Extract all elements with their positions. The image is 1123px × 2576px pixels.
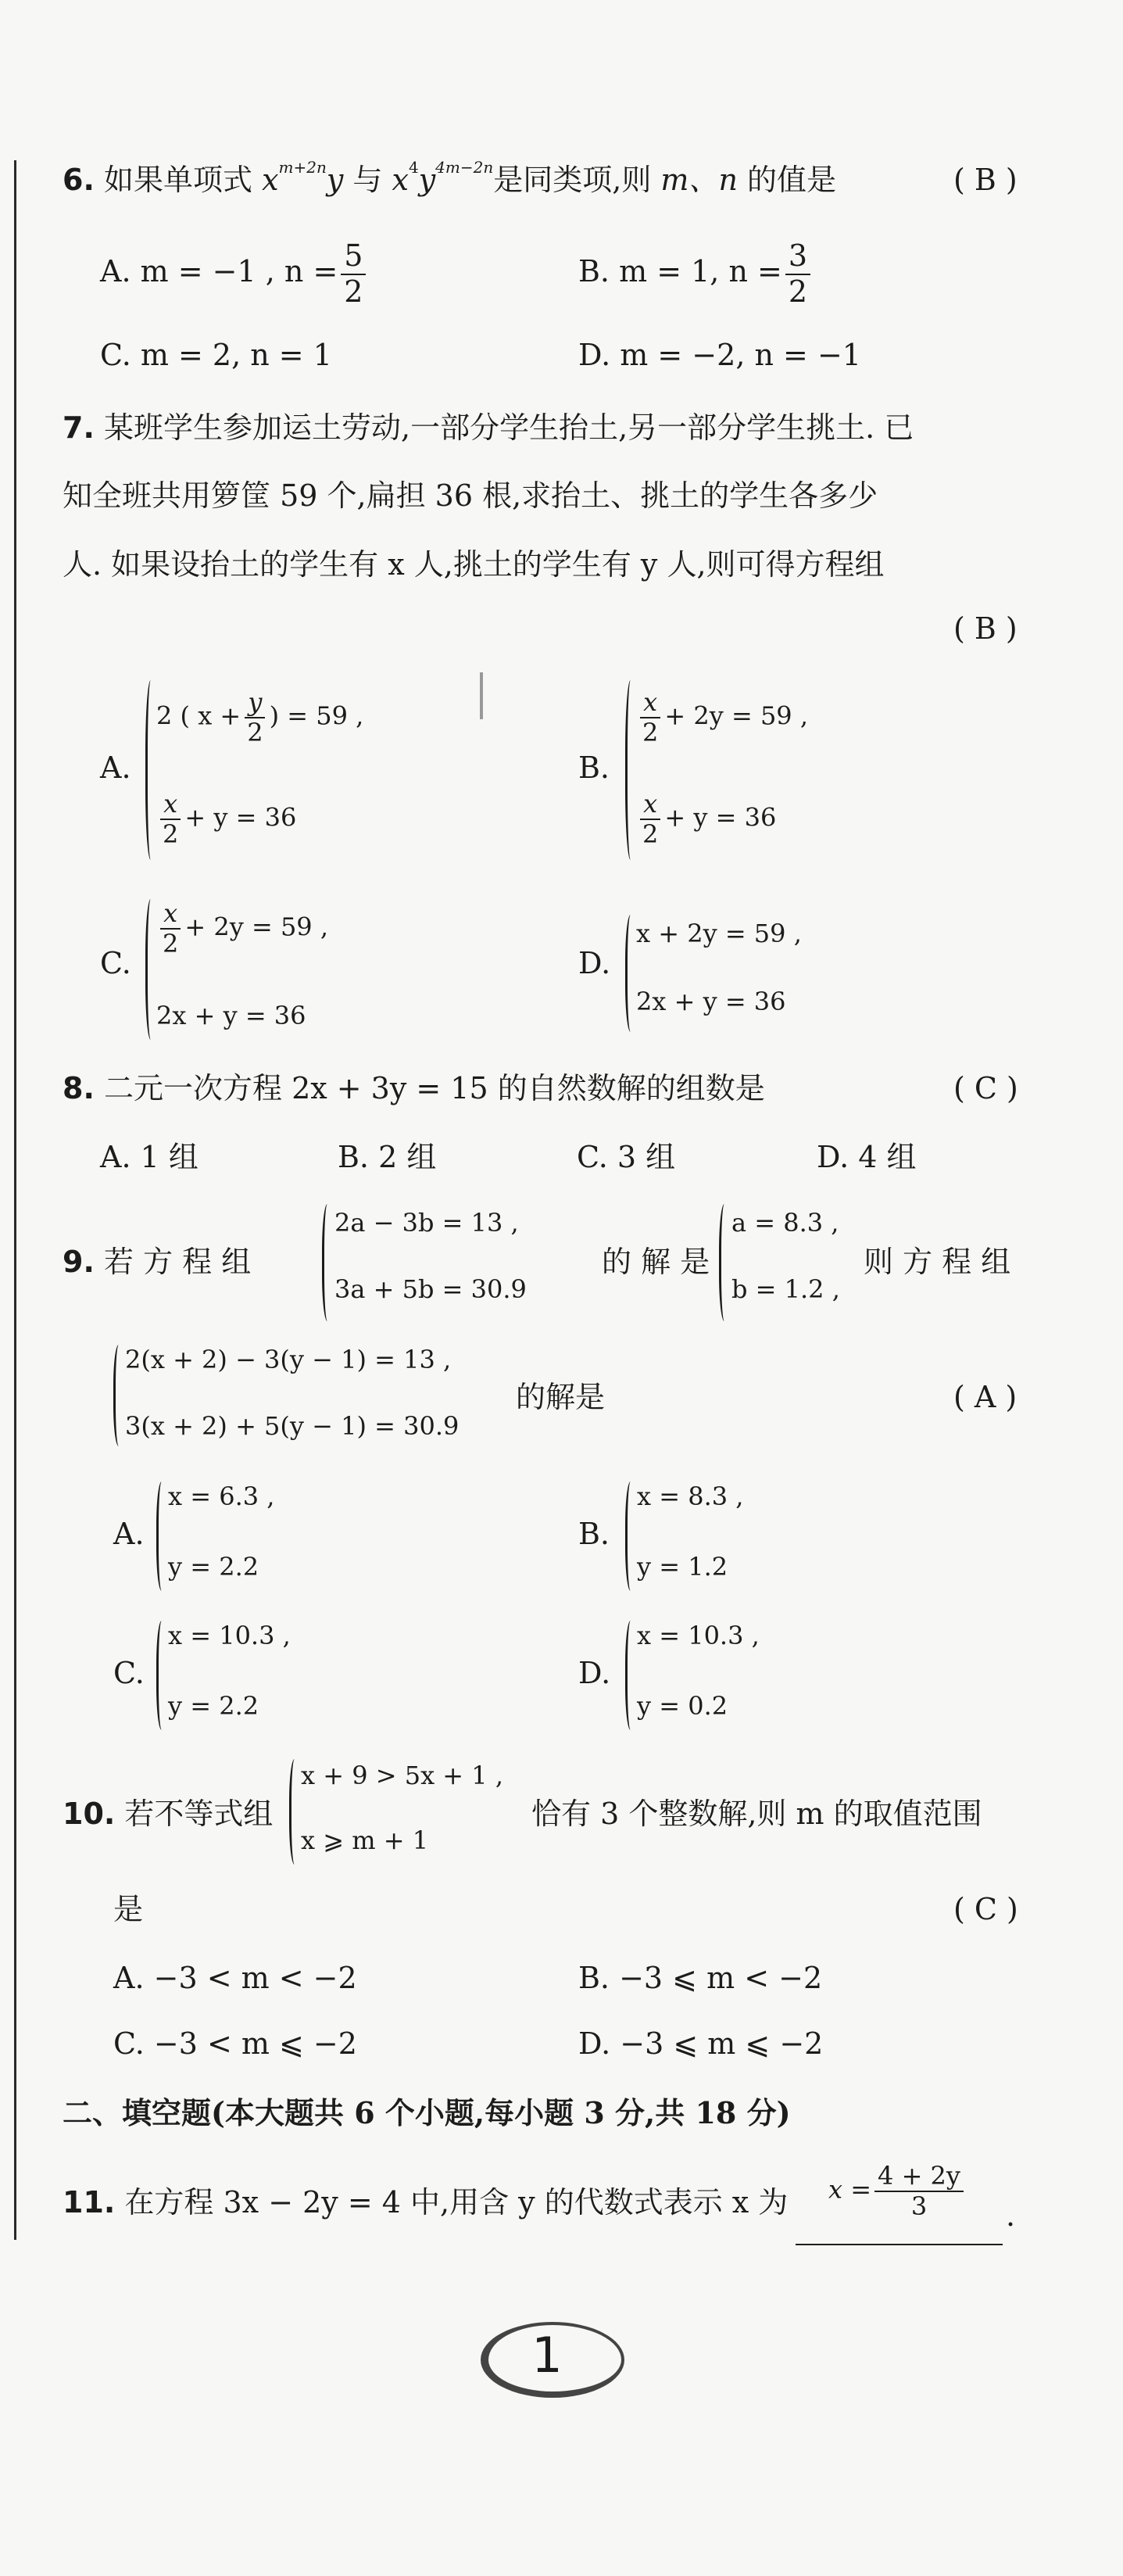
q7-option-b-label: B. (578, 751, 610, 785)
stem-text: 在方程 3x − 2y = 4 中,用含 y 的代数式表示 x 为 (124, 2185, 789, 2220)
q6-option-c: C. m = 2, n = 1 (100, 338, 332, 372)
question-7-line2: 知全班共用箩筐 59 个,扁担 36 根,求抬土、挑土的学生各多少 (63, 478, 878, 513)
denominator: 2 (344, 274, 363, 309)
denominator: 3 (910, 2191, 928, 2221)
question-number: 6. (63, 163, 95, 197)
question-7-line1 (63, 410, 914, 446)
q7b-eq2 (636, 790, 776, 849)
q8-option-b: B. 2 组 (338, 1140, 437, 1174)
eq-text: ) = 59 , (269, 700, 364, 731)
fraction (341, 239, 366, 309)
q9b-eq1: x = 8.3 , (637, 1481, 744, 1511)
question-number: 7. (63, 410, 95, 445)
denominator: 2 (163, 928, 179, 958)
denominator: 2 (642, 717, 659, 747)
question-8-answer: ( C ) (953, 1071, 1018, 1105)
q9-sol-eq1: a = 8.3 , (731, 1208, 839, 1238)
q9-option-d-label: D. (578, 1656, 611, 1690)
q9-option-c-label: C. (113, 1656, 145, 1690)
q10-option-b: B. −3 ⩽ m < −2 (578, 1961, 823, 1995)
numerator: 5 (341, 239, 366, 275)
q7-option-c-label: C. (100, 946, 131, 980)
stem-text: 若不等式组 (124, 1797, 274, 1831)
numerator: x (643, 687, 658, 717)
eq-text: + 2y = 59 , (184, 912, 328, 942)
stem-text: 与 (352, 163, 383, 197)
question-7-answer: ( B ) (953, 611, 1017, 646)
q10-option-d: D. −3 ⩽ m ⩽ −2 (578, 2026, 824, 2061)
q7a-eq2 (156, 790, 296, 849)
numerator: 4 + 2y (874, 2162, 964, 2192)
exponent: 4 (408, 158, 419, 177)
q10-line2: 是 (113, 1892, 144, 1926)
fraction (874, 2162, 964, 2221)
question-number: 8. (63, 1071, 95, 1105)
q8-option-c: C. 3 组 (577, 1140, 676, 1174)
stem-text: 某班学生参加运土劳动,一部分学生抬土,另一部分学生挑土. 已 (103, 410, 914, 445)
math-var: y (326, 163, 344, 197)
q9a-eq2: y = 2.2 (168, 1552, 259, 1582)
denominator: 2 (247, 717, 263, 747)
q9b-eq2: y = 1.2 (637, 1552, 728, 1582)
q7d-eq1: x + 2y = 59 , (636, 919, 802, 948)
section-title: 二、填空题 (63, 2095, 212, 2130)
q9c-eq2: y = 2.2 (168, 1691, 259, 1721)
stem-text: 若 方 程 组 (103, 1245, 252, 1279)
eq-text: 2 ( x + (156, 700, 241, 731)
brace (719, 1204, 732, 1321)
q6-option-d: D. m = −2, n = −1 (578, 338, 861, 372)
stem-text: 的值是 (747, 163, 837, 197)
eq-text: + y = 36 (664, 802, 777, 833)
question-number: 10. (63, 1797, 116, 1831)
fraction (639, 688, 661, 747)
q7c-eq2: 2x + y = 36 (156, 1001, 306, 1030)
q10-option-c: C. −3 < m ⩽ −2 (113, 2026, 357, 2061)
scan-mark (480, 672, 483, 719)
q9d-eq2: y = 0.2 (637, 1691, 728, 1721)
q7c-eq1 (156, 899, 328, 958)
q7-option-a-label: A. (100, 751, 131, 785)
q10-eq1: x + 9 > 5x + 1 , (301, 1761, 503, 1790)
q8-option-a: A. 1 组 (100, 1140, 198, 1174)
question-6-answer: ( B ) (953, 163, 1017, 197)
numerator: y (248, 687, 263, 717)
question-number: 9. (63, 1245, 95, 1279)
denominator: 2 (642, 819, 659, 849)
question-6-stem (63, 158, 837, 199)
q11-end: . (1006, 2198, 1016, 2233)
q7-option-d-label: D. (578, 946, 611, 980)
fraction (244, 688, 266, 747)
denominator: 2 (788, 274, 808, 309)
q9-sys1-eq2: 3a + 5b = 30.9 (334, 1274, 527, 1304)
numerator: x (163, 898, 178, 928)
question-7-line3: 人. 如果设抬土的学生有 x 人,挑土的学生有 y 人,则可得方程组 (63, 547, 885, 582)
denominator: 2 (163, 819, 179, 849)
math-var: x (392, 163, 409, 197)
stem-text: 二元一次方程 2x + 3y = 15 的自然数解的组数是 (103, 1071, 765, 1105)
q9d-eq1: x = 10.3 , (637, 1621, 760, 1650)
fraction (159, 790, 181, 849)
exponent: 4m−2n (435, 158, 494, 177)
option-text: A. m = −1 , n = (100, 254, 338, 289)
fraction (159, 899, 181, 958)
question-10-answer: ( C ) (953, 1892, 1018, 1926)
q9-option-b-label: B. (578, 1517, 610, 1551)
fraction (639, 790, 661, 849)
page-number-badge (473, 2314, 621, 2400)
q9-sys2-eq1: 2(x + 2) − 3(y − 1) = 13 , (125, 1345, 452, 1374)
eq-text: + 2y = 59 , (664, 700, 808, 731)
numerator: x (163, 789, 178, 819)
math-var: x (262, 163, 279, 197)
exponent: m+2n (278, 158, 327, 177)
q10-eq2: x ⩾ m + 1 (301, 1825, 429, 1855)
q6-option-b (578, 239, 814, 309)
q6-option-a (100, 239, 369, 309)
answer-var: x = (828, 2174, 872, 2205)
brace (322, 1204, 335, 1321)
page-number: 1 (531, 2327, 563, 2384)
question-8-stem (63, 1071, 765, 1107)
q11-answer (828, 2162, 967, 2221)
option-text: B. m = 1, n = (578, 254, 782, 289)
q9-tail: 则 方 程 组 (864, 1245, 1011, 1279)
q9c-eq1: x = 10.3 , (168, 1621, 291, 1650)
answer-blank-line (796, 2244, 1003, 2245)
numerator: x (643, 789, 658, 819)
eq-text: + y = 36 (184, 802, 297, 833)
question-9-lead (63, 1245, 251, 1281)
q9-tail2: 的解是 (516, 1380, 606, 1414)
stem-text: 如果单项式 (103, 163, 252, 197)
q9-option-a-label: A. (113, 1517, 145, 1551)
q9-mid: 的 解 是 (602, 1245, 710, 1279)
q9-sys1-eq1: 2a − 3b = 13 , (334, 1208, 519, 1238)
q9a-eq1: x = 6.3 , (168, 1481, 275, 1511)
q10-option-a: A. −3 < m < −2 (113, 1961, 357, 1995)
margin-rule (14, 160, 16, 2240)
q9-sys2-eq2: 3(x + 2) + 5(y − 1) = 30.9 (125, 1411, 460, 1441)
q8-option-d: D. 4 组 (817, 1140, 917, 1174)
question-11-stem (63, 2185, 788, 2221)
q9-sol-eq2: b = 1.2 , (731, 1274, 840, 1304)
stem-text: 是同类项,则 (493, 163, 652, 197)
question-9-answer: ( A ) (953, 1380, 1017, 1414)
math-var: m、n (660, 163, 738, 197)
q7b-eq1 (636, 688, 808, 747)
q7a-eq1 (156, 688, 363, 747)
section-2-heading (63, 2095, 791, 2131)
fraction (785, 239, 810, 309)
section-note: (本大题共 6 个小题,每小题 3 分,共 18 分) (211, 2095, 791, 2130)
math-var: y (418, 163, 436, 197)
q7d-eq2: 2x + y = 36 (636, 987, 786, 1016)
numerator: 3 (785, 239, 810, 275)
question-10-lead (63, 1797, 273, 1833)
question-number: 11. (63, 2185, 116, 2220)
q10-tail: 恰有 3 个整数解,则 m 的取值范围 (531, 1797, 982, 1831)
